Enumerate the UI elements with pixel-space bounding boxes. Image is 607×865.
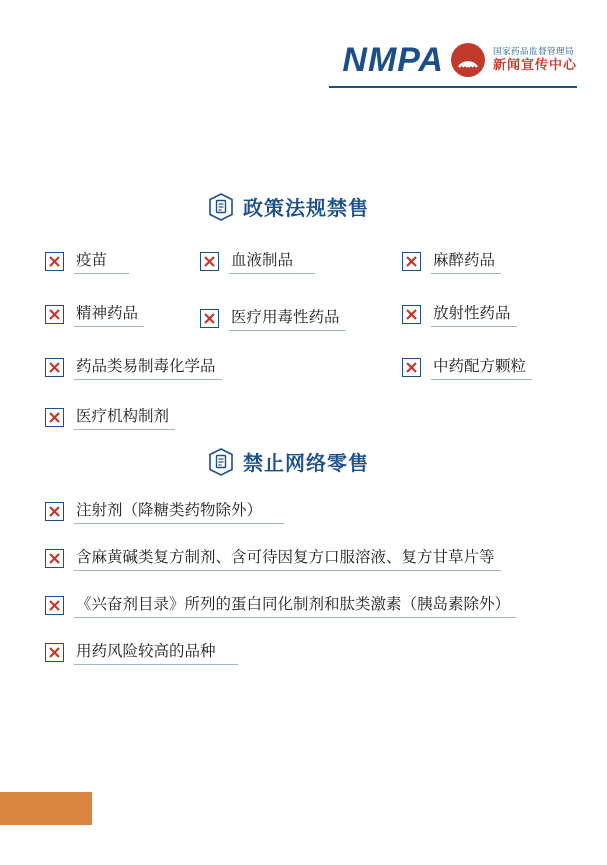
header-divider [329, 86, 577, 88]
list-item [45, 356, 222, 380]
document-badge-icon [208, 193, 234, 221]
list-item-label: 药品类易制毒化学品 [74, 356, 222, 380]
orange-accent-bar [0, 792, 92, 825]
list-item [200, 307, 346, 331]
list-item [402, 356, 532, 380]
list-item-label: 疫苗 [74, 250, 129, 274]
list-item-label: 注射剂（降糖类药物除外） [74, 500, 284, 524]
x-mark-icon [45, 252, 64, 271]
list-item [45, 406, 175, 430]
x-mark-icon [402, 305, 421, 324]
document-badge-icon [208, 448, 234, 476]
x-mark-icon [45, 643, 64, 662]
list-item-label: 血液制品 [229, 250, 315, 274]
x-mark-icon [45, 408, 64, 427]
x-mark-icon [45, 596, 64, 615]
list-item-label: 精神药品 [74, 303, 144, 327]
section-title-text: 政策法规禁售 [243, 198, 369, 220]
list-item-label: 医疗机构制剂 [74, 406, 175, 430]
list-item [402, 250, 501, 274]
x-mark-icon [200, 252, 219, 271]
list-item-label: 中药配方颗粒 [431, 356, 532, 380]
list-item [45, 641, 238, 665]
list-item-label: 含麻黄碱类复方制剂、含可待因复方口服溶液、复方甘草片等 [74, 547, 501, 571]
section-title-text: 禁止网络零售 [243, 453, 369, 475]
section-title-online-retail [208, 447, 369, 476]
x-mark-icon [45, 358, 64, 377]
x-mark-icon [200, 309, 219, 328]
org-name-line2: 新闻宣传中心 [492, 57, 577, 73]
list-item-label: 麻醉药品 [431, 250, 501, 274]
x-mark-icon [45, 502, 64, 521]
list-item-label: 用药风险较高的品种 [74, 641, 238, 665]
org-name-block [493, 47, 577, 74]
list-item [402, 303, 517, 327]
header-logo [342, 42, 577, 78]
org-name-line1: 国家药品监督管理局 [492, 45, 574, 56]
x-mark-icon [402, 358, 421, 377]
x-mark-icon [402, 252, 421, 271]
list-item [45, 547, 501, 571]
list-item [45, 250, 129, 274]
list-item [200, 250, 315, 274]
list-item [45, 500, 284, 524]
list-item [45, 303, 144, 327]
list-item-label: 放射性药品 [431, 303, 517, 327]
nmpa-wordmark: NMPA [342, 41, 444, 79]
list-item-label: 《兴奋剂目录》所列的蛋白同化制剂和肽类激素（胰岛素除外） [74, 594, 516, 618]
list-item-label: 医疗用毒性药品 [229, 307, 346, 331]
nmpa-arc-icon [450, 42, 486, 78]
x-mark-icon [45, 549, 64, 568]
x-mark-icon [45, 305, 64, 324]
list-item [45, 594, 516, 618]
section-title-policy [208, 192, 369, 221]
